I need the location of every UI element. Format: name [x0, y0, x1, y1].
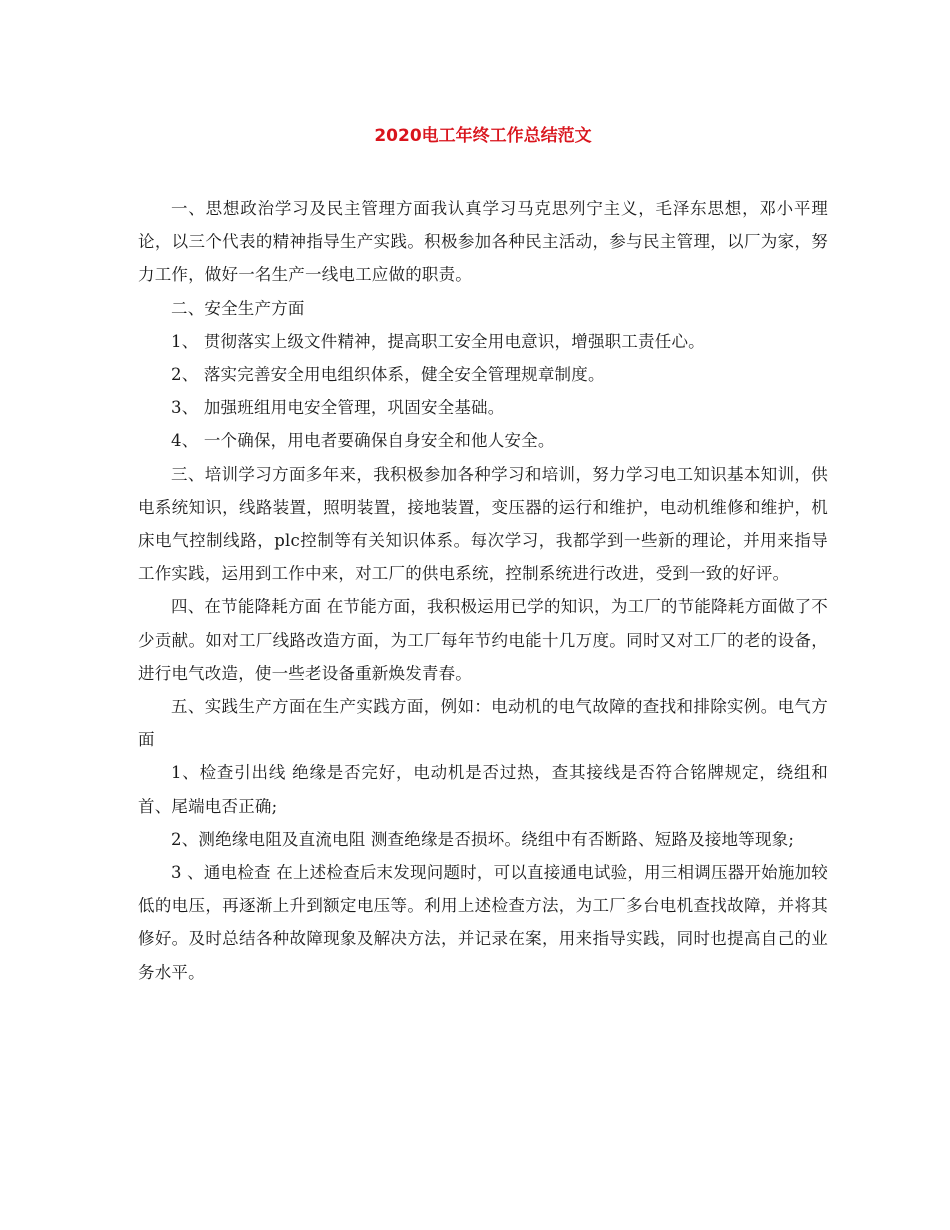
list-item-safety-3: 3、 加强班组用电安全管理，巩固安全基础。: [171, 398, 505, 418]
paragraph-practice: 五、实践生产方面在生产实践方面，例如：电动机的电气故障的查找和排除实例。电气方面: [138, 697, 828, 750]
document-body: [138, 192, 828, 989]
document-title: 2020电工年终工作总结范文: [374, 126, 592, 146]
paragraph-training: 三、培训学习方面多年来，我积极参加各种学习和培训，努力学习电工知识基本知训，供电系统知识，线路装置，照明装置，接地装置，变压器的运行和维护，电动机维修和维护，机床电气控制线路，plc控制等有关知识体系。每次学习，我都学到一些新的理论，并用来指导工作实践，运用到工作中来，对工厂的供电系统，控制系统进行改进，受到一致的好评。: [138, 464, 828, 584]
list-item-practice-2: 2、测绝缘电阻及直流电阻 测查绝缘是否损坏。绕组中有否断路、短路及接地等现象;: [171, 829, 795, 849]
list-item-safety-1: 1、 贯彻落实上级文件精神，提高职工安全用电意识，增强职工责任心。: [171, 331, 705, 351]
list-item-safety-2: 2、 落实完善安全用电组织体系，健全安全管理规章制度。: [171, 365, 605, 385]
list-item-practice-3: 3 、通电检查 在上述检查后末发现问题时，可以直接通电试验，用三相调压器开始施加较低的电压，再逐渐上升到额定电压等。利用上述检查方法，为工厂多台电机查找故障，并将其修好。及时总结各种故障现象及解决方法，并记录在案，用来指导实践，同时也提高自己的业务水平。: [138, 863, 828, 982]
paragraph-political-study: 一、思想政治学习及民主管理方面我认真学习马克思列宁主义，毛泽东思想，邓小平理论，以三个代表的精神指导生产实践。积极参加各种民主活动，参与民主管理，以厂为家，努力工作，做好一名生产一线电工应做的职责。: [138, 199, 828, 285]
list-item-safety-4: 4、 一个确保，用电者要确保自身安全和他人安全。: [171, 431, 555, 451]
section-heading-safety: 二、安全生产方面: [171, 298, 305, 318]
list-item-practice-1: 1、检查引出线 绝缘是否完好，电动机是否过热，查其接线是否符合铭牌规定，绕组和首、尾端电否正确;: [138, 763, 828, 816]
paragraph-energy-saving: 四、在节能降耗方面 在节能方面，我积极运用已学的知识，为工厂的节能降耗方面做了不少贡献。如对工厂线路改造方面，为工厂每年节约电能十几万度。同时又对工厂的老的设备，进行电气改造，使一些老设备重新焕发青春。: [138, 597, 828, 683]
